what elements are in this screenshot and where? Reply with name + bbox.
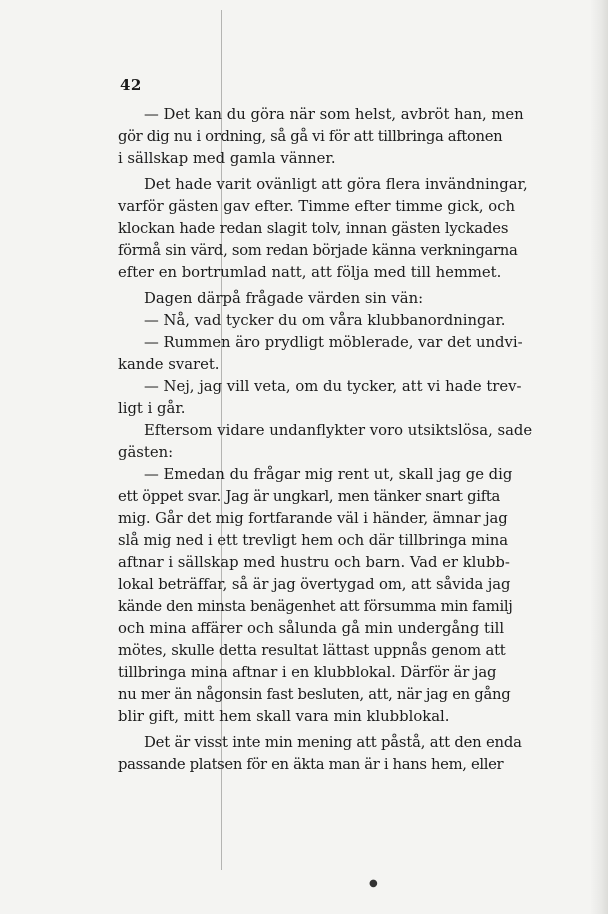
- text-line: klockan hade redan slagit tolv, innan gästen lyckades: [118, 220, 509, 237]
- ink-speck: ●: [369, 878, 378, 889]
- text-line: gör dig nu i ordning, så gå vi för att tillbringa aftonen: [118, 128, 503, 145]
- text-line: efter en bortrumlad natt, att följa med till hemmet.: [118, 264, 502, 281]
- text-line: kande svaret.: [118, 356, 220, 373]
- text-line: — Rummen äro prydligt möblerade, var det undvi-: [144, 334, 523, 351]
- scan-page-edge: [590, 0, 608, 914]
- text-line: — Emedan du frågar mig rent ut, skall jag ge dig: [144, 466, 513, 483]
- text-line: Det hade varit ovänligt att göra flera invändningar,: [144, 176, 528, 193]
- text-line: ett öppet svar. Jag är ungkarl, men tänker snart gifta: [118, 488, 501, 505]
- page-number: 42: [120, 76, 142, 94]
- text-line: passande platsen för en äkta man är i hans hem, eller: [118, 756, 504, 773]
- text-line: varför gästen gav efter. Timme efter timme gick, och: [118, 198, 516, 215]
- text-line: — Nej, jag vill veta, om du tycker, att vi hade trev-: [144, 378, 522, 395]
- body-text: [118, 104, 544, 776]
- text-line: nu mer än någonsin fast besluten, att, när jag en gång: [118, 686, 511, 703]
- text-line: kände den minsta benägenhet att försumma min familj: [118, 598, 513, 615]
- text-line: Eftersom vidare undanflykter voro utsiktslösa, sade: [144, 422, 533, 439]
- text-line: lokal beträffar, så är jag övertygad om, att såvida jag: [118, 576, 511, 593]
- text-line: — Det kan du göra när som helst, avbröt han, men: [144, 106, 524, 123]
- text-line: tillbringa mina aftnar i en klubblokal. Därför är jag: [118, 664, 497, 681]
- text-line: gästen:: [118, 444, 174, 461]
- text-line: Dagen därpå frågade värden sin vän:: [144, 290, 424, 307]
- text-line: förmå sin värd, som redan började känna verkningarna: [118, 242, 518, 259]
- text-line: mig. Går det mig fortfarande väl i händer, ämnar jag: [118, 510, 508, 527]
- text-line: mötes, skulle detta resultat lättast uppnås genom att: [118, 642, 506, 659]
- text-line: aftnar i sällskap med hustru och barn. Vad er klubb-: [118, 554, 510, 571]
- text-line: — Nå, vad tycker du om våra klubbanordningar.: [144, 312, 506, 329]
- text-line: ligt i går.: [118, 400, 186, 417]
- text-line: slå mig ned i ett trevligt hem och där tillbringa mina: [118, 532, 508, 549]
- text-line: i sällskap med gamla vänner.: [118, 150, 336, 167]
- text-line: Det är visst inte min mening att påstå, att den enda: [144, 734, 522, 751]
- text-line: och mina affärer och sålunda gå min undergång till: [118, 620, 505, 637]
- text-line: blir gift, mitt hem skall vara min klubblokal.: [118, 708, 450, 725]
